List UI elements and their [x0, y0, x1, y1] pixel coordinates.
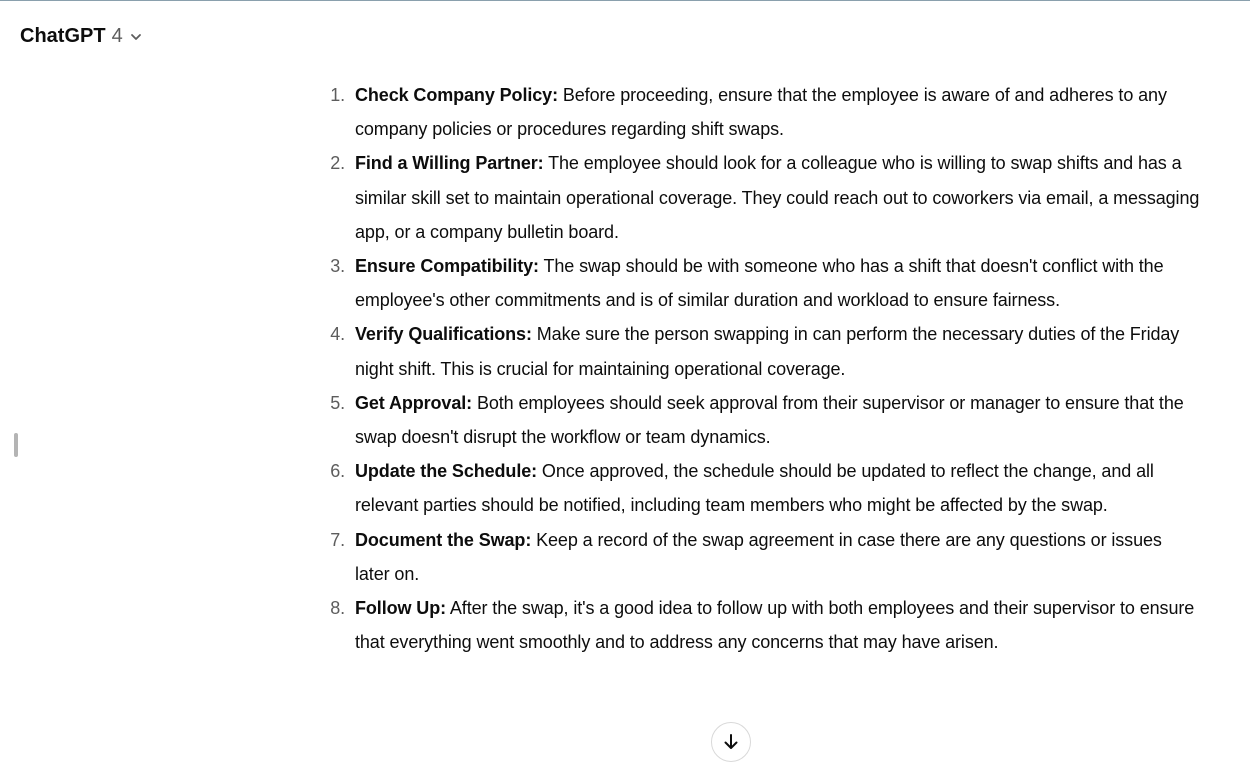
- assistant-message: [320, 78, 1200, 659]
- list-item-title: Document the Swap:: [355, 529, 532, 550]
- scroll-to-bottom-button[interactable]: [711, 722, 751, 762]
- model-selector[interactable]: [12, 20, 151, 52]
- list-item-number: 5.: [330, 392, 345, 413]
- list-item: [320, 249, 1200, 317]
- list-item: [320, 386, 1200, 454]
- chevron-down-icon: [129, 30, 143, 44]
- list-item: [320, 454, 1200, 522]
- list-item: [320, 317, 1200, 385]
- list-item-text: Once approved, the schedule should be updated to reflect the change, and all relevant parties should be notified, including team members who might be affected by the swap.: [355, 461, 1154, 516]
- list-item-text: Both employees should seek approval from their supervisor or manager to ensure that the swap doesn't disrupt the workflow or team dynamics.: [355, 392, 1184, 448]
- model-version: 4: [111, 24, 123, 47]
- list-item-text: The employee should look for a colleague who is willing to swap shifts and has a similar skill set to maintain operational coverage. They could reach out to coworkers via email, a messaging app, or a company bulletin board.: [355, 153, 1200, 242]
- list-item: [320, 523, 1200, 591]
- list-item-title: Verify Qualifications:: [355, 324, 532, 345]
- list-item-text: After the swap, it's a good idea to follow up with both employees and their supervisor to ensure that everything went smoothly and to address any concerns that may have arisen.: [355, 598, 1195, 653]
- arrow-down-icon: [722, 733, 740, 751]
- sidebar-resize-handle[interactable]: [14, 433, 18, 457]
- list-item-title: Get Approval:: [355, 392, 473, 413]
- list-item-number: 7.: [330, 529, 345, 550]
- list-item-title: Follow Up:: [355, 598, 446, 619]
- list-item-number: 2.: [330, 153, 345, 174]
- list-item-title: Update the Schedule:: [355, 461, 538, 482]
- list-item-number: 1.: [330, 85, 345, 105]
- window-top-border: [0, 0, 1250, 1]
- list-item-number: 6.: [330, 461, 345, 482]
- list-item-title: Check Company Policy:: [355, 85, 558, 105]
- list-item-number: 4.: [330, 324, 345, 345]
- list-item: [320, 591, 1200, 659]
- model-name: ChatGPT: [20, 24, 106, 47]
- list-item-number: 8.: [330, 598, 345, 619]
- list-item: [320, 146, 1200, 249]
- list-item-text: Make sure the person swapping in can perform the necessary duties of the Friday night shift. This is crucial for maintaining operational coverage.: [355, 324, 1180, 379]
- list-item-text: The swap should be with someone who has a shift that doesn't conflict with the employee's other commitments and is of similar duration and workload to ensure fairness.: [355, 256, 1164, 311]
- steps-list: [320, 78, 1200, 659]
- list-item-title: Find a Willing Partner:: [355, 153, 544, 174]
- list-item: [320, 78, 1200, 146]
- list-item-title: Ensure Compatibility:: [355, 256, 539, 277]
- list-item-text: Before proceeding, ensure that the employee is aware of and adheres to any company policies or procedures regarding shift swaps.: [355, 85, 1167, 140]
- list-item-number: 3.: [330, 256, 345, 277]
- list-item-text: Keep a record of the swap agreement in case there are any questions or issues later on.: [355, 529, 1162, 584]
